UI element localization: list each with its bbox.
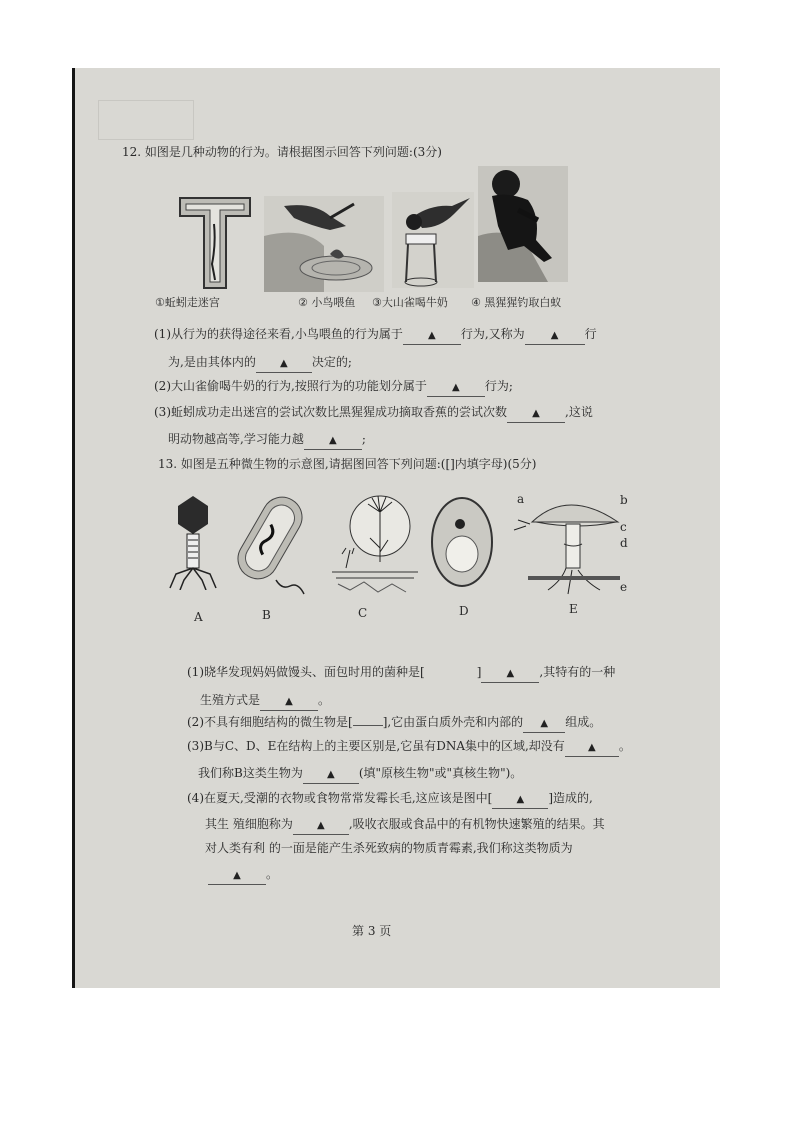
answer-marker: ▲ <box>427 330 436 341</box>
q13-p1-text-a: (1)晓华发现妈妈做馒头、面包时用的菌种是[ <box>187 665 425 679</box>
q12-p3-text-b: ,这说 <box>565 405 593 419</box>
q13-p4-text-a: (4)在夏天,受潮的衣物或食物常常发霉长毛,这应该是图中[ <box>187 791 493 805</box>
faded-stamp <box>98 100 194 140</box>
q13-part1-line2 <box>200 692 330 711</box>
caption-earthworm-maze: ①蚯蚓走迷宫 <box>155 296 220 309</box>
q13-p4-text-c: 其生 殖细胞称为 <box>205 817 293 831</box>
figure-label-d: D <box>459 604 469 618</box>
q12-p3-text-a: (3)蚯蚓成功走出迷宫的尝试次数比黑猩猩成功摘取香蕉的尝试次数 <box>154 405 508 419</box>
caption-bird-feeds-fish: ② 小鸟喂鱼 <box>298 296 356 309</box>
answer-marker: ▲ <box>316 820 325 831</box>
q13-part3-line1 <box>187 738 631 757</box>
q12-answer-blank-1[interactable] <box>403 326 461 345</box>
part-label-c: c <box>620 520 627 534</box>
q12-p1-text-c: 行 <box>584 327 597 341</box>
q13-stem: 13. 如图是五种微生物的示意图,请据图回答下列问题:([]内填字母)(5分) <box>158 457 537 471</box>
answer-marker: ▲ <box>328 435 337 446</box>
page-number: 第 3 页 <box>352 924 392 938</box>
part-label-a: a <box>517 492 525 506</box>
q13-p4-text-b: ]造成的, <box>548 791 593 805</box>
q13-part2 <box>187 714 601 733</box>
tit-milk-figure <box>392 192 474 288</box>
caption-chimp-termites: ④ 黑猩猩钓取白蚁 <box>471 296 562 309</box>
bird-fish-figure <box>264 196 384 292</box>
q13-p3-text-c: 我们称B这类生物为 <box>198 766 303 780</box>
q13-p1-text-c: ,其特有的一种 <box>539 665 616 679</box>
figure-label-e: E <box>569 602 578 616</box>
mold-figure <box>330 492 420 596</box>
part-label-e: e <box>620 580 628 594</box>
q13-answer-blank-1[interactable] <box>481 664 539 683</box>
q12-p2-text-a: (2)大山雀偷喝牛奶的行为,按照行为的功能划分属于 <box>154 379 427 393</box>
q13-p2-text-c: 组成。 <box>565 715 602 729</box>
answer-marker: ▲ <box>540 718 549 729</box>
q12-part3-line1 <box>154 404 593 423</box>
q13-part4-line1 <box>187 790 593 809</box>
answer-marker: ▲ <box>285 696 293 707</box>
figure-label-b: B <box>262 608 271 622</box>
q13-p2-text-b: ],它由蛋白质外壳和内部的 <box>382 715 524 729</box>
answer-marker: ▲ <box>326 769 335 780</box>
answer-marker: ▲ <box>516 794 525 805</box>
answer-marker: ▲ <box>550 330 559 341</box>
yeast-figure <box>430 496 494 590</box>
scan-edge <box>72 68 75 988</box>
answer-marker: ▲ <box>532 408 540 419</box>
q13-p4-text-f: 。 <box>266 867 279 881</box>
q12-answer-blank-5[interactable] <box>507 404 565 423</box>
q13-answer-blank-6[interactable] <box>492 790 548 809</box>
mushroom-figure <box>508 490 620 600</box>
q12-part1-line1 <box>154 326 597 345</box>
answer-marker: ▲ <box>233 870 241 881</box>
q12-answer-blank-6[interactable] <box>304 431 362 450</box>
q12-p1-text-a: (1)从行为的获得途径来看,小鸟喂鱼的行为属于 <box>154 327 403 341</box>
answer-marker: ▲ <box>587 742 596 753</box>
chimpanzee-figure <box>478 166 568 282</box>
q12-answer-blank-2[interactable] <box>525 326 585 345</box>
q12-p3-text-c: 明动物越高等,学习能力越 <box>168 432 304 446</box>
answer-marker: ▲ <box>506 668 515 679</box>
answer-marker: ▲ <box>279 358 288 369</box>
caption-tit-drinks-milk: ③大山雀喝牛奶 <box>372 296 448 309</box>
q12-answer-blank-3[interactable] <box>256 354 312 373</box>
q13-p1-text-d: 生殖方式是 <box>200 693 261 707</box>
q13-bracket-2[interactable] <box>353 725 383 726</box>
figure-label-a: A <box>194 610 203 624</box>
q13-answer-blank-7[interactable] <box>293 816 349 835</box>
q12-p1-text-b: 行为,又称为 <box>460 327 525 341</box>
q13-answer-blank-5[interactable] <box>303 765 359 784</box>
q13-p1-text-e: 。 <box>318 693 331 707</box>
q12-stem: 12. 如图是几种动物的行为。请根据图示回答下列问题:(3分) <box>122 145 442 159</box>
q12-p1-text-d: 为,是由其体内的 <box>168 355 256 369</box>
q13-p4-text-d: ,吸收衣服或食品中的有机物快速繁殖的结果。其 <box>348 817 605 831</box>
q12-part2 <box>154 378 513 397</box>
figure-label-c: C <box>358 606 368 620</box>
q13-part4-line3: 对人类有利 的一面是能产生杀死致病的物质青霉素,我们称这类物质为 <box>205 841 573 855</box>
q13-p3-text-d: (填"原核生物"或"真核生物")。 <box>358 766 523 780</box>
q13-p3-text-a: (3)B与C、D、E在结构上的主要区别是,它虽有DNA集中的区域,却没有 <box>187 739 565 753</box>
q12-p1-text-e: 决定的; <box>311 355 352 369</box>
virus-figure <box>168 494 218 590</box>
q12-part1-line2 <box>168 354 352 373</box>
part-label-b: b <box>620 493 628 507</box>
q13-answer-blank-3[interactable] <box>523 714 565 733</box>
maze-figure <box>176 194 254 292</box>
q13-p2-text-a: (2)不具有细胞结构的微生物是[ <box>187 715 353 729</box>
q13-part3-line2 <box>198 765 522 784</box>
q13-part1-line1 <box>187 664 615 683</box>
q12-answer-blank-4[interactable] <box>427 378 485 397</box>
bacterium-figure <box>232 490 312 602</box>
q13-answer-blank-4[interactable] <box>565 738 619 757</box>
q13-part4-line2 <box>205 816 605 835</box>
q12-p3-text-d: ; <box>361 432 366 446</box>
q12-part3-line2 <box>168 431 366 450</box>
q12-p2-text-b: 行为; <box>484 379 513 393</box>
answer-marker: ▲ <box>451 382 460 393</box>
q13-part4-line4 <box>208 866 278 885</box>
q13-answer-blank-2[interactable] <box>260 692 318 711</box>
part-label-d: d <box>620 536 628 550</box>
q13-p3-text-b: 。 <box>618 739 631 753</box>
q13-p1-text-b: ] <box>476 665 482 679</box>
q13-answer-blank-8[interactable] <box>208 866 266 885</box>
